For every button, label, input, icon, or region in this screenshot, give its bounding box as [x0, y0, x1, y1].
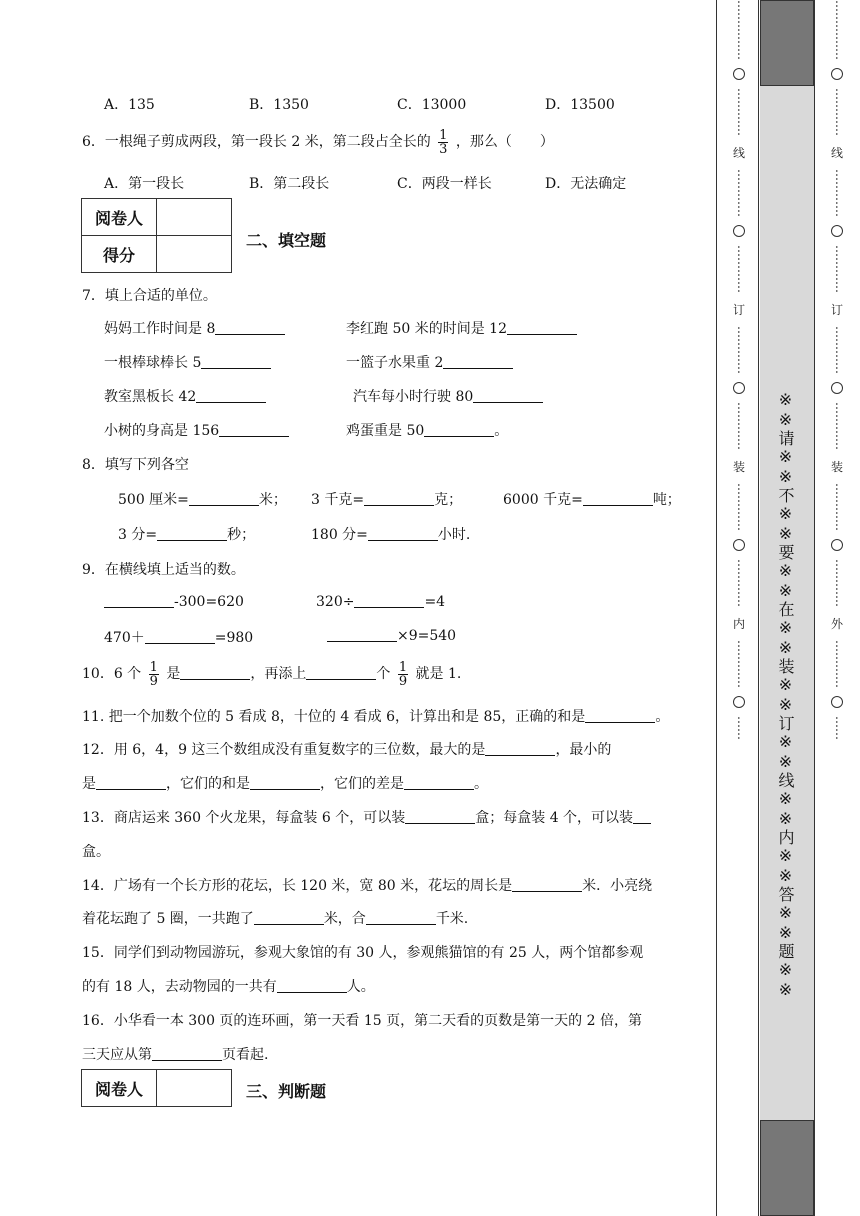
score-box-section-3	[81, 1069, 232, 1107]
question-13-line1: 13．商店运来 360 个火龙果，每盒装 6 个，可以装 盒；每盒装 4 个，可以装	[82, 807, 651, 827]
binding-circle	[831, 539, 843, 551]
binding-block-bottom	[760, 1120, 814, 1216]
question-11: 11. 把一个加数个位的 5 看成 8，十位的 4 看成 6，计算出和是 85，正确的和是 。	[82, 709, 670, 725]
answer-blank[interactable]	[354, 593, 424, 608]
q7-item: 教室黑板长 42	[104, 386, 266, 406]
q7-item: 鸡蛋重是 50 。	[346, 423, 509, 439]
binding-char: 订	[830, 303, 843, 317]
answer-blank[interactable]	[254, 910, 324, 925]
binding-char: 内	[732, 617, 745, 631]
binding-char: 外	[830, 617, 843, 631]
question-15-line1: 15．同学们到动物园游玩，参观大象馆的有 30 人，参观熊猫馆的有 25 人，两个馆都参观	[82, 945, 644, 961]
binding-circle	[831, 382, 843, 394]
binding-char: 订	[732, 303, 745, 317]
binding-circle	[831, 68, 843, 80]
section-3-heading: 三、判断题	[246, 1082, 327, 1101]
question-12-line1: 12．用 6，4，9 这三个数组成没有重复数字的三位数，最大的是 ，最小的	[82, 742, 612, 758]
binding-circle	[733, 539, 745, 551]
question-6	[82, 128, 554, 156]
answer-blank[interactable]	[405, 809, 475, 824]
binding-border-inner	[716, 0, 717, 1216]
answer-blank[interactable]	[473, 388, 543, 403]
answer-blank[interactable]	[250, 775, 320, 790]
q6-option-c: C．两段一样长	[397, 176, 492, 192]
q6-option-d: D．无法确定	[545, 176, 627, 192]
q9-item: ×9=540	[327, 627, 456, 644]
question-13-line2: 盒。	[82, 844, 110, 860]
answer-blank[interactable]	[485, 741, 555, 756]
binding-block-top	[760, 0, 814, 86]
q9-item: 470＋ =980	[104, 630, 254, 646]
reviewer-cell	[157, 1070, 232, 1107]
answer-blank[interactable]	[180, 665, 250, 680]
q8-stem: 8．填写下列各空	[82, 457, 189, 473]
answer-blank[interactable]	[215, 320, 285, 335]
score-label: 得分	[82, 236, 157, 273]
binding-column-outer: ⋯⋯⋯⋯⋯ ⋯⋯⋯⋯ 线 ⋯⋯⋯⋯ ⋯⋯⋯⋯ 订 ⋯⋯⋯⋯ ⋯⋯⋯⋯ 装 ⋯⋯⋯⋯ ⋯⋯⋯⋯ 外 ⋯⋯⋯⋯ ⋯⋯	[830, 0, 844, 740]
score-cell	[157, 236, 232, 273]
question-12-line2: 是 ，它们的和是 ，它们的差是 。	[82, 776, 488, 792]
answer-blank[interactable]	[327, 627, 397, 642]
binding-column-inner: ⋯⋯⋯⋯⋯ ⋯⋯⋯⋯ 线 ⋯⋯⋯⋯ ⋯⋯⋯⋯ 订 ⋯⋯⋯⋯ ⋯⋯⋯⋯ 装 ⋯⋯⋯⋯ ⋯⋯⋯⋯ 内 ⋯⋯⋯⋯ ⋯⋯	[732, 0, 746, 740]
answer-blank[interactable]	[201, 354, 271, 369]
q7-item: 一篮子水果重 2	[346, 352, 513, 372]
q8-item: 3 分= 秒；	[118, 527, 256, 543]
answer-blank[interactable]	[96, 775, 166, 790]
binding-char: 线	[732, 146, 745, 160]
binding-circle	[733, 382, 745, 394]
q9-item: 320÷ =4	[316, 594, 446, 610]
binding-border	[758, 0, 759, 1216]
binding-notice: ※※请※※不※※要※※在※※装※※订※※线※※内※※答※※题※※	[776, 390, 795, 1000]
q8-item: 500 厘米= 米；	[118, 492, 287, 508]
q6-text: 6．一根绳子剪成两段，第一段长 2 米，第二段占全长的	[82, 134, 431, 150]
q7-item: 汽车每小时行驶 80	[353, 386, 543, 406]
answer-blank[interactable]	[512, 877, 582, 892]
answer-blank[interactable]	[424, 422, 494, 437]
q7-stem: 7．填上合适的单位。	[82, 288, 217, 304]
section-2-heading: 二、填空题	[246, 231, 327, 250]
question-16-line2: 三天应从第 页看起.	[82, 1047, 269, 1063]
q7-item: 小树的身高是 156	[104, 420, 289, 440]
binding-circle	[831, 225, 843, 237]
answer-blank[interactable]	[585, 708, 655, 723]
q10-fraction: $\frac{1}{9}$	[149, 659, 158, 689]
q8-item: 3 千克= 克；	[311, 492, 463, 508]
answer-blank[interactable]	[583, 491, 653, 506]
reviewer-label: 阅卷人	[82, 1070, 157, 1107]
q9-item: -300=620	[104, 593, 244, 610]
question-15-line2: 的有 18 人，去动物园的一共有 人。	[82, 979, 375, 995]
reviewer-label: 阅卷人	[82, 199, 157, 236]
q6-fraction: $\frac{1}{3}$	[439, 127, 448, 157]
answer-blank[interactable]	[196, 388, 266, 403]
q6-option-a: A．第一段长	[104, 176, 185, 192]
q10-fraction-2: $\frac{1}{9}$	[398, 659, 408, 689]
q9-stem: 9．在横线填上适当的数。	[82, 562, 245, 578]
binding-border	[814, 0, 815, 1216]
binding-circle	[831, 696, 843, 708]
answer-blank[interactable]	[145, 629, 215, 644]
answer-blank[interactable]	[219, 422, 289, 437]
q6-option-b: B．第二段长	[249, 176, 330, 192]
score-box-section-2	[81, 198, 232, 273]
answer-blank[interactable]	[633, 809, 651, 824]
q5-option-c: C．13000	[397, 97, 467, 113]
answer-blank[interactable]	[366, 910, 436, 925]
q8-item: 180 分= 小时.	[311, 527, 471, 543]
answer-blank[interactable]	[277, 978, 347, 993]
binding-char: 线	[830, 146, 843, 160]
answer-blank[interactable]	[157, 526, 227, 541]
answer-blank[interactable]	[306, 665, 376, 680]
question-14-line1: 14．广场有一个长方形的花坛，长 120 米，宽 80 米，花坛的周长是 米．小亮绕	[82, 878, 653, 894]
binding-circle	[733, 68, 745, 80]
reviewer-cell	[157, 199, 232, 236]
answer-blank[interactable]	[404, 775, 474, 790]
binding-char: 装	[732, 460, 745, 474]
answer-blank[interactable]	[104, 593, 174, 608]
binding-circle	[733, 225, 745, 237]
answer-blank[interactable]	[443, 354, 513, 369]
answer-blank[interactable]	[507, 320, 577, 335]
q7-item: 妈妈工作时间是 8	[104, 318, 285, 338]
question-10: 10．6 个 $\frac{1}{9}$ 是 ，再添上 个 $\frac{1}{9}$ 就是 1.	[82, 659, 462, 689]
q6-text-after: ，那么（ ）	[455, 134, 554, 150]
answer-blank[interactable]	[189, 491, 259, 506]
answer-blank[interactable]	[368, 526, 438, 541]
q8-item: 6000 千克= 吨；	[503, 492, 681, 508]
q5-option-b: B．1350	[249, 97, 309, 113]
answer-blank[interactable]	[152, 1046, 222, 1061]
q7-item: 李红跑 50 米的时间是 12	[346, 318, 577, 338]
question-14-line2: 着花坛跑了 5 圈，一共跑了 米，合 千米.	[82, 911, 469, 927]
answer-blank[interactable]	[364, 491, 434, 506]
q5-option-a: A．135	[104, 97, 155, 113]
question-16-line1: 16．小华看一本 300 页的连环画，第一天看 15 页，第二天看的页数是第一天的 2 倍，第	[82, 1013, 642, 1029]
q7-item: 一根棒球棒长 5	[104, 352, 271, 372]
binding-circle	[733, 696, 745, 708]
binding-char: 装	[830, 460, 843, 474]
q5-option-d: D．13500	[545, 97, 615, 113]
